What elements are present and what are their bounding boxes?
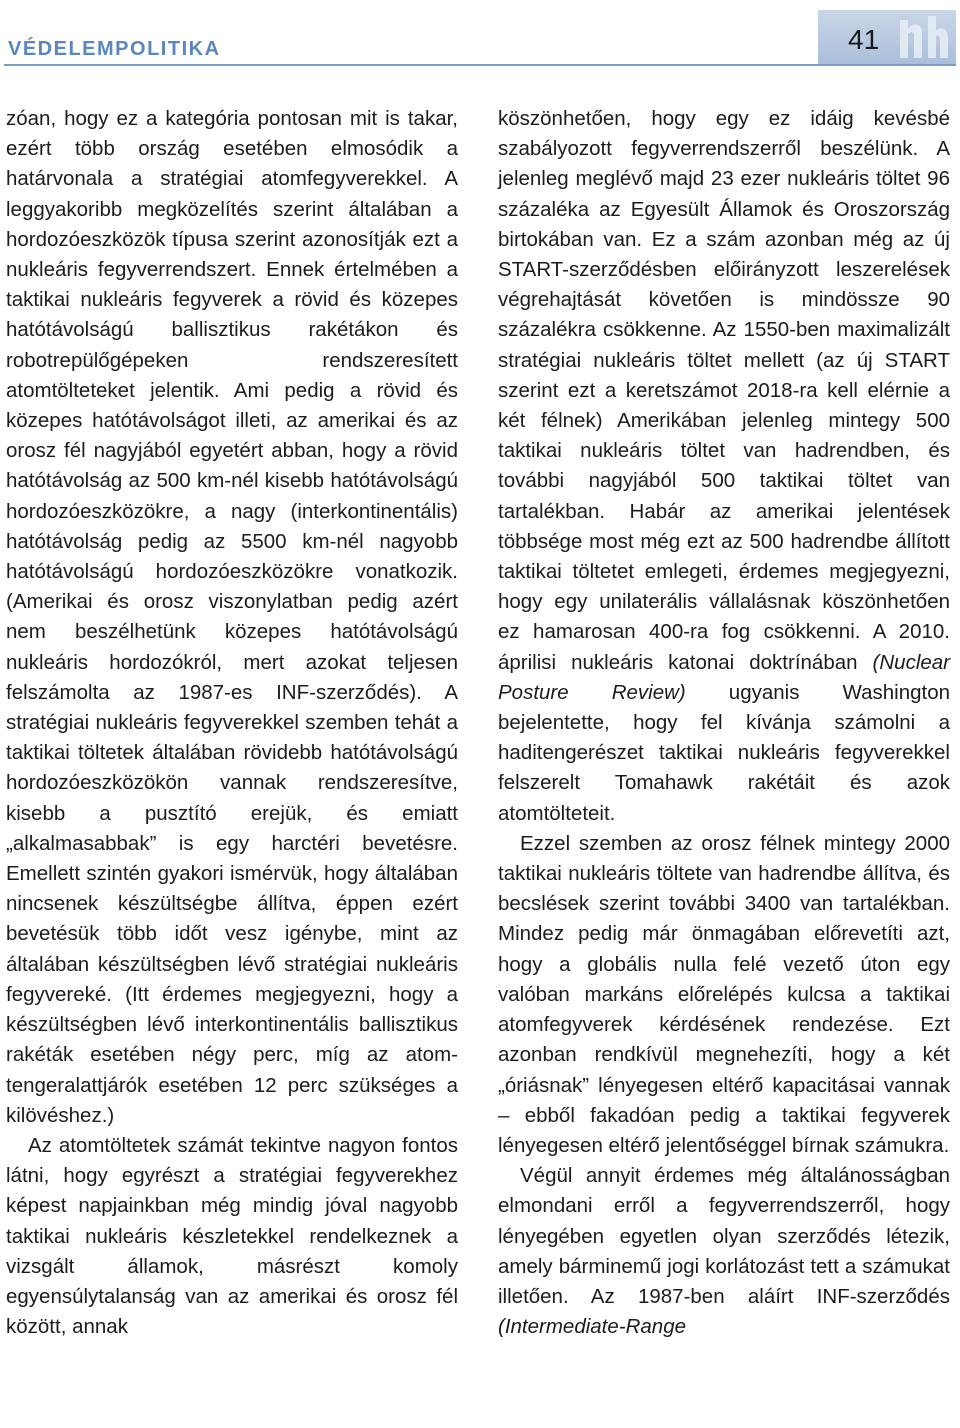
paragraph-text: ugyanis Washington bejelentette, hogy fel kívánja számolni a haditengerészet taktikai nukleáris fegyverekkel felszerelt Tomahawk rakétáit és azok atomtölteteit. — [498, 680, 951, 825]
right-column — [498, 104, 950, 1342]
paragraph: Az atomtöltetek számát tekintve nagyon fontos látni, hogy egyrészt a stratégiai fegyverekhez képest napjainkban még mindig jóval nagyobb taktikai nukleáris készletekkel rendelkeznek a vizsgált államok, másrészt komoly egyensúlytalanság van az amerikai és orosz fél között, annak — [6, 1133, 458, 1339]
paragraph: Ezzel szemben az orosz félnek mintegy 2000 taktikai nukleáris töltete van hadrendbe állítva, és becslések szerint további 3400 van tartalékban. Mindez pedig már önmagában előrevetíti azt, hogy a globális nulla felé vezető úton egy valóban markáns előrelépés kulcsa a taktikai atomfegyverek kérdésének rendezése. Ezt azonban rendkívül megnehezíti, hogy a két „óriásnak” lényegesen eltérő kapacitásai vannak – ebből fakadóan pedig a taktikai fegyverek lényegesen eltérő jelentőséggel bírnak számukra. — [498, 831, 950, 1157]
paragraph-text: köszönhetően, hogy egy ez idáig kevésbé szabályozott fegyverrendszerről beszélünk. A jelenleg meglévő majd 23 ezer nukleáris töltet 96 százaléka az Egyesült Államok és Oroszország birtokában van. Ez a szám azonban még az új START-szerződésben előirányzott leszerelések végrehajtását követően is mindössze 90 százalékra csökkenne. Az 1550-ben maximalizált stratégiai nukleáris töltet mellett (az új START szerint ezt a keretszámot 2018-ra kell elérnie a két félnek) Amerikában jelenleg mintegy 500 taktikai nukleáris töltet van hadrendben, és további nagyjából 500 taktikai töltet van tartalékban. Habár az amerikai jelentések többsége most még ezt az 500 hadrendbe állított taktikai töltetet emlegeti, érdemes megjegyezni, hogy egy unilaterális vállalásnak köszönhetően ez hamarosan 400-ra fog csökkenni. A 2010. áprilisi nukleáris katonai doktrínában — [498, 107, 950, 674]
page-number-tab — [818, 10, 956, 64]
italic-term: (Intermediate-Range — [498, 1315, 687, 1339]
paragraph — [498, 1161, 950, 1342]
paragraph: zóan, hogy ez a kategória pontosan mit is takar, ezért több ország esetében elmosódik a határvonala a stratégiai atomfegyverekkel. A leggyakoribb megközelítés szerint általában a hordozóeszközök típusa szerint azonosítják ezt a nukleáris fegyverrendszert. Ennek értelmében a taktikai nukleáris fegyverek a rövid és közepes hatótávolságú ballisztikus rakétákon és robotrepülőgépeken rendszeresített atomtölteteket jelentik. Ami pedig a rövid és közepes hatótávolságot illeti, az amerikai és az orosz fél nagyjából egyetért abban, hogy a rövid hatótávolság az 500 km-nél kisebb hatótávolságú hordozóeszközökre, a nagy (interkontinentális) hatótávolság pedig az 5500 km-nél nagyobb hatótávolságú hordozóeszközökre vonatkozik. (Amerikai és orosz viszonylatban pedig azért nem beszélhetünk közepes hatótávolságú nukleáris hordozókról, mert azokat teljesen felszámolta az 1987-es INF-szerződés). A stratégiai nukleáris fegyverekkel szemben tehát a taktikai töltetek általában rövidebb hatótávolságú hordozóeszközökön vannak rendszeresítve, kisebb a pusztító erejük, és emiatt „alkalmasabbak” is egy harctéri bevetésre. Emellett szintén gyakori ismérvük, hogy általában nincsenek készültségbe állítva, éppen ezért bevetésük több időt vesz igénybe, mint az általában készültségben lévő stratégiai nukleáris fegyvereké. (Itt érdemes megjegyezni, hogy a készültségben lévő interkontinentális ballisztikus rakéták esetében négy perc, míg az atom-tengeralattjárók esetében 12 perc szükséges a kilövéshez.) — [6, 107, 458, 1127]
header-rule — [4, 64, 956, 66]
publication-logo-icon — [896, 14, 952, 62]
page-number: 41 — [848, 24, 880, 55]
italic-term: (Nuclear Posture Review) — [498, 650, 950, 704]
paragraph-text: Végül annyit érdemes még általánosságban elmondani erről a fegyverrendszerről, hogy lényegében egyetlen olyan szerződés létezik, amely bárminemű jogi korlátozást tett a számukat illetően. Az 1987-ben aláírt INF-szerződés — [498, 1164, 950, 1308]
left-column — [6, 104, 458, 1342]
section-title: VÉDELEMPOLITIKA — [8, 38, 221, 60]
paragraph — [498, 104, 950, 829]
